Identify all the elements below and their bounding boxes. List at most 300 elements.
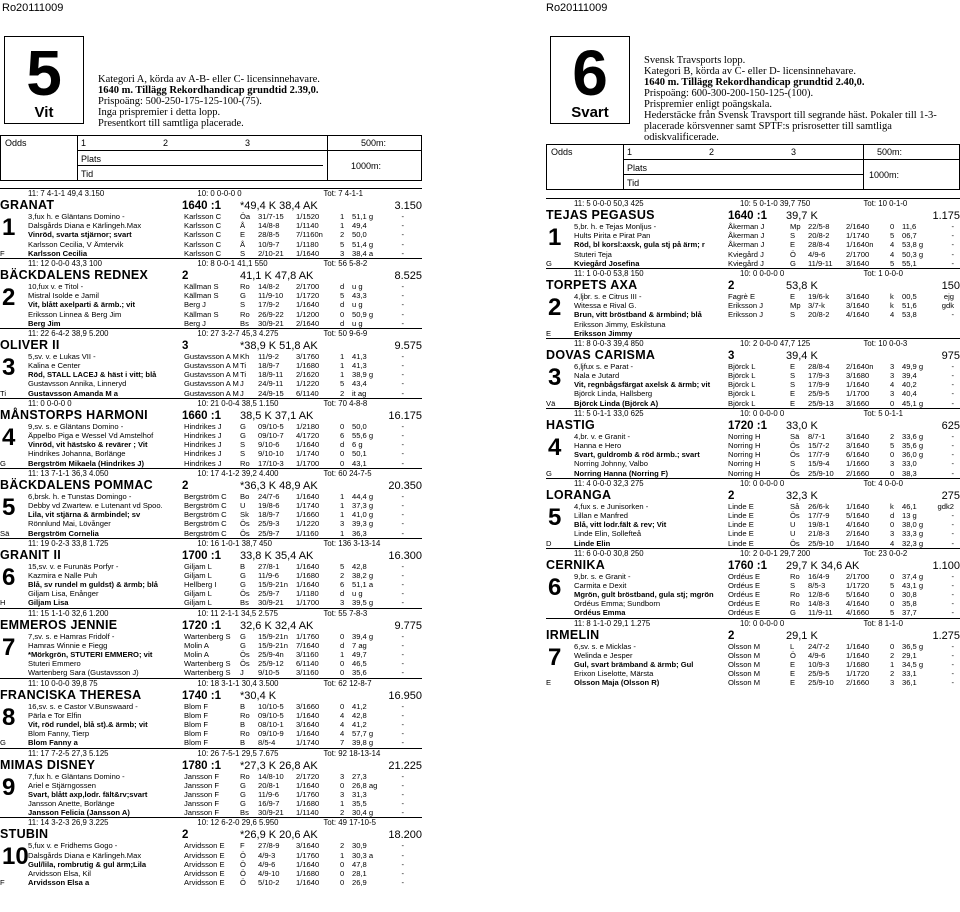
horse-distance: 1660 :1 [182, 409, 222, 422]
start-letter: E [546, 678, 552, 688]
horse-detail-cell: Björck Linda, Hallsberg [574, 389, 653, 399]
horse-detail-cell: Åkerman J [728, 222, 765, 231]
horse-detail-cell: Ös [790, 450, 800, 460]
race-info [644, 55, 960, 143]
horse-detail-cell: Norring H [728, 450, 761, 460]
horse-detail-cell: E [790, 361, 796, 371]
horse-detail-cell: G [790, 258, 796, 268]
place-2-label: 2 [709, 147, 715, 157]
start-letter: G [0, 458, 6, 468]
horse-detail-cell: 1/1520 [296, 212, 320, 221]
horse-detail-cell: G [240, 640, 246, 650]
horse-detail-cell: Arvidsson E [184, 869, 225, 878]
horse-detail-cell: 1/1720 [296, 291, 320, 301]
horse-distance: 3 [182, 339, 189, 352]
horse-detail-cell: Vit, blått axelparti & ärmb.; vit [28, 300, 136, 310]
horse-detail-cell: Nala e Jutard [574, 371, 620, 381]
horse-detail-cell: 2/1700 [846, 571, 870, 581]
horse-header [546, 629, 960, 642]
horse-detail-cell: Gul/lila, rombrutig & gul ärm;Lila [28, 859, 147, 869]
horse-stat: 10: 0 0-0-0 0 [739, 478, 785, 488]
start-number: 6 [2, 563, 16, 591]
horse-detail-cell: - [951, 529, 954, 539]
horse-detail-cell: - [951, 222, 954, 231]
horse-detail-cell: 36,0 g [902, 450, 924, 460]
horse-detail-row [0, 580, 422, 589]
horse-detail-cell: Hindrikes J [184, 458, 222, 468]
horse-detail-cell: 9/10-10 [258, 449, 284, 459]
race-number: 6 [572, 37, 608, 109]
horse-detail-cell: 1/1740 [296, 449, 320, 459]
horse-detail-cell [846, 320, 890, 329]
odds-label: Odds [551, 147, 573, 157]
horse-detail-cell: gdk [941, 301, 954, 311]
horse-entry [0, 258, 422, 328]
horse-distance: 1740 :1 [182, 689, 222, 702]
horse-detail-cell: 34,5 g [902, 660, 924, 669]
horse-detail-cell: - [401, 719, 404, 729]
horse-name: DOVAS CARISMA [546, 347, 656, 362]
odds-divider [77, 150, 421, 151]
start-letter: E [546, 328, 552, 338]
horse-detail-cell: Vit, regnbågsfärgat axelsk & ärmb; vit [574, 380, 711, 390]
horse-detail-row [0, 650, 422, 659]
horse-detail-cell: Björck L [728, 371, 756, 381]
horse-stat: 11: 0 0-0-0 0 [28, 398, 72, 408]
500m-label: 500m: [877, 147, 903, 157]
horse-detail-cell: 4/1720 [296, 431, 320, 440]
horse-detail-cell [890, 329, 902, 338]
horse-detail-cell: Wartenberg S [184, 659, 231, 669]
horse-detail-cell: Ariel e Stjärngossen [28, 780, 96, 790]
horse-detail-cell: S [790, 580, 796, 590]
horse-name: STUBIN [0, 827, 49, 842]
horse-detail-cell: 4/9-3 [258, 850, 276, 860]
horse-detail-cell: - [401, 710, 404, 720]
horse-detail-cell: 15/9-21n [258, 631, 288, 641]
horse-name: MIMAS DISNEY [0, 757, 96, 772]
horse-distance: 2 [728, 629, 735, 642]
horse-detail-cell: 1/1640 [296, 729, 320, 739]
horse-detail-cell: 1/1140 [296, 808, 319, 818]
horse-detail-cell: 8/5-4 [258, 738, 276, 748]
horse-prize: 9.575 [394, 339, 422, 352]
horse-detail-cell: Ordéus Emma; Sundborn [574, 599, 661, 609]
horse-detail-cell: Ordéus E [728, 590, 761, 600]
horse-record: *36,3 K 48,9 AK [240, 479, 318, 492]
horse-detail-cell: Sä [790, 431, 800, 441]
horse-detail-cell: 09/10-5 [258, 421, 284, 431]
horse-detail-cell: 0 [890, 590, 895, 600]
horse-detail-cell: 29,1 [902, 650, 917, 660]
horse-detail-cell: Jansson F [184, 789, 220, 799]
race-info-line: Svensk Travsports lopp. [644, 55, 746, 66]
horse-detail-cell: G [240, 631, 246, 641]
horse-detail-row [0, 841, 422, 850]
horse-detail-cell: Blom Fanny, Tierp [28, 729, 90, 739]
horse-detail-cell: Bergström C [184, 519, 227, 529]
horse-detail-cell: - [951, 231, 954, 241]
horse-detail-cell: Gustavsson Annika, Linneryd [28, 379, 127, 389]
start-letter: Vä [546, 398, 556, 408]
horse-detail-cell: - [951, 669, 954, 679]
start-number: 2 [548, 293, 562, 321]
odds-label: Odds [5, 138, 27, 148]
horse-detail-cell: 16,sv. s. e Castor V.Bunswaard - [28, 701, 138, 711]
horse-detail-cell: 11/9-6 [258, 789, 279, 799]
horse-detail-cell: k [890, 291, 894, 301]
start-number: 3 [2, 353, 16, 381]
horse-detail-cell: E [240, 230, 246, 240]
horse-detail-cell: - [401, 379, 404, 389]
horse-stat: Tot: 10 0-0-3 [863, 338, 908, 348]
horse-detail-row [546, 660, 960, 669]
start-number: 3 [548, 363, 562, 391]
horse-distance: 3 [728, 349, 735, 362]
horse-detail-cell: Karlsson C [184, 230, 222, 240]
horse-detail-cell: G [790, 608, 796, 618]
horse-detail-cell: 6/1640 [846, 450, 870, 460]
horse-detail-row [0, 310, 422, 319]
horse-detail-cell: E [790, 678, 796, 688]
horse-stat: 11: 10 0-0-0 39,8 75 [28, 678, 98, 688]
horse-detail-row [0, 389, 422, 398]
horse-detail-cell: 27,3 [352, 771, 367, 781]
horse-detail-cell: 1/1640 [846, 650, 870, 660]
horse-detail-row [546, 389, 960, 398]
odds-divider [623, 145, 624, 189]
horse-detail-cell: 26/6-k [808, 501, 830, 511]
horse-detail-cell: 1/1680 [296, 799, 320, 809]
horse-detail-cell: Kh [240, 351, 250, 361]
horse-detail-cell: Kviegård Josefina [574, 258, 640, 268]
horse-detail-cell: 2/1700 [846, 249, 870, 259]
horse-stats [546, 548, 960, 559]
horse-detail-cell: 13 g [902, 510, 917, 520]
race-info-line: Prispoäng: 600-300-200-150-125-(100). [644, 88, 814, 99]
horse-detail-cell: Ös [240, 589, 250, 599]
horse-detail-row [0, 282, 422, 291]
horse-detail-cell: 2/1640 [846, 222, 870, 231]
horse-detail-cell: 30,8 [902, 590, 917, 600]
horse-detail-cell: 49,9 g [902, 361, 924, 371]
horse-detail-cell: Arvidsson E [184, 859, 225, 869]
horse-detail-cell: d [340, 589, 345, 599]
horse-detail-cell: 4 [890, 380, 895, 390]
start-number: 1 [2, 214, 16, 241]
horse-detail-cell: - [951, 599, 954, 609]
horse-detail-row [546, 250, 960, 259]
horse-detail-cell: 6 [340, 580, 345, 590]
horse-stats [0, 748, 422, 759]
horse-detail-cell: u g [352, 300, 363, 310]
horse-detail-cell: Arvidsson Elsa, Kil [28, 869, 91, 878]
horse-detail-row [0, 851, 422, 860]
tid-label: Tid [627, 178, 640, 188]
horse-detail-cell: Linde E [728, 510, 754, 520]
horse-detail-cell: - [401, 309, 404, 319]
horse-detail-cell: 2/1660 [846, 678, 870, 688]
horse-header [0, 269, 422, 282]
horse-detail-cell: Hamras Winnie e Fiegg [28, 640, 108, 650]
horse-detail-cell: Källman S [184, 291, 219, 301]
horse-detail-cell: 1/1640 [296, 300, 320, 310]
odds-box [546, 144, 960, 190]
horse-detail-cell: Blom F [184, 729, 209, 739]
horse-detail-cell: 11/9-11 [808, 608, 833, 618]
horse-detail-cell: 1/1680 [846, 660, 870, 669]
horse-detail-row [0, 659, 422, 668]
horse-prize: 3.150 [394, 200, 422, 212]
horse-detail-cell: Ordéus E [728, 571, 761, 581]
horse-detail-cell: 39,3 g [352, 519, 374, 529]
horse-detail-cell: 3 [340, 248, 345, 258]
horse-detail-cell: - [401, 789, 404, 799]
horse-detail-cell: 49,4 [352, 221, 367, 231]
horse-stat: 10: 0 0-0-0 0 [739, 408, 785, 418]
horse-detail-cell: Giljam Lisa, Enånger [28, 589, 99, 599]
horse-detail-cell: Blom F [184, 738, 209, 748]
horse-detail-cell: 09/10-7 [258, 431, 284, 440]
horse-detail-cell: 44,4 g [352, 491, 374, 501]
start-number: 6 [548, 573, 562, 601]
horse-detail-cell: - [401, 510, 404, 520]
horse-detail-cell: S [790, 371, 796, 381]
horse-detail-cell: 4 [340, 719, 345, 729]
race-info-line: Prispoäng: 500-250-175-125-100-(75). [98, 96, 262, 107]
horse-detail-cell: Jansson Anette, Borlänge [28, 799, 115, 809]
horse-detail-cell: Hindrikes J [184, 421, 222, 431]
horse-detail-cell: 30,9 [352, 841, 367, 851]
horse-detail-cell: 2 [890, 431, 895, 441]
race-name: Vit [34, 104, 54, 121]
horse-detail-cell: - [951, 510, 954, 520]
horse-detail-cell: 1 [890, 660, 895, 669]
horse-detail-cell: E [790, 240, 796, 250]
start-number: 5 [2, 493, 16, 521]
horse-detail-cell: 4 [890, 240, 895, 250]
horse-name: HASTIG [546, 417, 596, 432]
horse-detail-cell: Björck L [728, 398, 756, 408]
horse-detail-row [546, 469, 960, 478]
horse-detail-cell: Mgrön, gult bröstband, gula stj; mgrön [574, 590, 714, 600]
horse-detail-cell: - [401, 859, 404, 869]
horse-stat: 10: 12 6-2-0 29,6 5.950 [197, 818, 279, 828]
horse-detail-cell: 2 [340, 570, 345, 580]
horse-name: CERNIKA [546, 557, 606, 572]
horse-header [0, 409, 422, 422]
horse-detail-cell: 36,5 g [902, 641, 924, 651]
horse-detail-cell: Bs [240, 598, 249, 608]
horse-detail-cell: 1/1180 [296, 589, 319, 599]
start-number: 7 [2, 633, 16, 661]
horse-detail-cell: Karlsson C [184, 239, 222, 249]
start-number: 1 [548, 224, 562, 251]
horse-detail-cell: Olsson M [728, 641, 761, 651]
horse-detail-cell: 5 [890, 231, 895, 241]
horse-detail-cell: 2/1700 [296, 281, 320, 291]
horse-detail-cell: Ös [790, 468, 800, 478]
horse-detail-row [0, 790, 422, 799]
horse-detail-cell: - [401, 631, 404, 641]
horse-detail-cell: Ös [790, 441, 800, 450]
horse-detail-cell: - [401, 281, 404, 291]
horse-detail-cell: - [401, 361, 404, 371]
horse-detail-cell: 25/9-10 [808, 468, 834, 478]
horse-detail-cell: 0 [340, 780, 345, 790]
horse-detail-cell: Svart, guldromb & röd ärmb.; svart [574, 450, 700, 460]
horse-detail-cell: Kalina e Center [28, 361, 81, 371]
horse-detail-cell: 1/1640 [846, 380, 870, 390]
horse-entry [546, 338, 960, 408]
horse-detail-cell: 3,fux h. e Gläntans Domino - [28, 212, 125, 221]
horse-detail-cell: Blom F [184, 701, 209, 711]
horse-detail-cell: 1/1640 [296, 491, 320, 501]
horse-detail-cell: - [951, 459, 954, 469]
horse-detail-cell: 35,6 g [902, 441, 924, 450]
horse-detail-cell: Norring H [728, 431, 761, 441]
horse-detail-cell: Gustavsson A M [184, 370, 239, 380]
horse-detail-cell: 6 g [352, 440, 363, 450]
horse-detail-cell: 31/7-15 [258, 212, 284, 221]
horse-detail-cell: - [951, 660, 954, 669]
horse-detail-cell: - [401, 808, 404, 818]
horse-detail-cell: 3/1160 [296, 650, 319, 659]
horse-stats [0, 608, 422, 619]
horse-detail-cell [728, 320, 790, 329]
horse-detail-cell: 38,0 g [902, 520, 924, 530]
horse-entry [546, 618, 960, 688]
horse-detail-cell: 2/1720 [296, 771, 320, 781]
horse-stat: 10: 0 0-0-0 0 [197, 189, 242, 198]
horse-detail-cell: Ro [790, 571, 800, 581]
horse-detail-row [546, 240, 960, 249]
horse-detail-cell: 2/1640 [846, 529, 870, 539]
horse-detail-row [0, 772, 422, 781]
horse-detail-cell: 5 [890, 580, 895, 590]
horse-detail-cell: 1/1680 [296, 869, 320, 878]
horse-detail-cell: 41,0 g [352, 510, 374, 520]
horse-detail-cell: Hults Pirita e Pirat Pan [574, 231, 651, 241]
horse-detail-cell: - [401, 850, 404, 860]
horse-detail-cell: 09/10-9 [258, 729, 284, 739]
horse-detail-cell: 8/7-1 [808, 431, 826, 441]
horse-detail-cell: Bergström C [184, 491, 227, 501]
horse-detail-cell: 5/1640 [846, 590, 870, 600]
odds-box [0, 135, 422, 181]
horse-detail-cell: 25/9-13 [808, 398, 834, 408]
horse-detail-cell: 1/1720 [846, 669, 870, 679]
horse-detail-cell: G [240, 780, 246, 790]
horse-detail-row [0, 221, 422, 230]
horse-record: 29,1 K [786, 629, 818, 642]
horse-stat: 11: 15 1-1-0 32,6 1.200 [28, 608, 109, 618]
horse-detail-cell: Jansson F [184, 799, 220, 809]
horse-detail-cell: - [401, 869, 404, 878]
horse-entry [546, 198, 960, 268]
horse-detail-cell: 1/1640 [846, 538, 870, 548]
horse-detail-row [0, 711, 422, 720]
horse-detail-cell: Stuteri Teja [574, 249, 612, 259]
plats-label: Plats [81, 154, 102, 164]
row-spacer [546, 608, 574, 617]
horse-detail-cell: Bergström C [184, 528, 227, 538]
horse-detail-row [0, 501, 422, 510]
race-info [98, 74, 320, 129]
horse-detail-cell: 1/1660 [846, 459, 870, 469]
horse-detail-row [546, 399, 960, 408]
horse-detail-row [0, 361, 422, 370]
horse-detail-cell: 3/1640 [296, 841, 320, 851]
page-id-right: Ro20111009 [546, 2, 608, 14]
horse-detail-cell: 1/1640 [296, 878, 320, 888]
horse-stat: 11: 17 7-2-5 27,3 5.125 [28, 748, 109, 758]
horse-detail-row [546, 362, 960, 371]
horse-record: 33,8 K 35,4 AK [240, 549, 314, 562]
horse-detail-row [546, 642, 960, 651]
horse-detail-row [546, 292, 960, 301]
horse-detail-cell: Olsson M [728, 669, 761, 679]
horse-detail-cell: 26,9 [352, 878, 367, 888]
horse-detail-cell: 25/9-12 [258, 659, 284, 669]
horse-prize: 625 [941, 419, 960, 432]
horse-stat: 11: 5 0-0-0 50,3 425 [574, 199, 644, 208]
horse-detail-cell: Jansson F [184, 780, 220, 790]
horse-detail-cell: 1/1640n [846, 240, 874, 250]
horse-detail-cell: Erixon Liselotte, Märsta [574, 669, 654, 679]
horse-detail-cell: Brun, vitt bröstband & ärmbind; blå [574, 310, 702, 320]
row-spacer [0, 668, 28, 677]
horse-detail-cell: 1 [340, 361, 345, 371]
horse-detail-cell: 4 [340, 729, 345, 739]
horse-detail-cell: 1/1220 [296, 379, 320, 389]
horse-detail-cell: 5 [340, 239, 345, 249]
horse-detail-cell: S [240, 440, 246, 450]
horse-detail-cell: Ro [790, 599, 800, 609]
horse-name: GRANIT II [0, 547, 62, 562]
horse-detail-cell: 1 [340, 500, 345, 510]
horse-detail-cell: Eriksson Jimmy [574, 328, 633, 338]
horse-detail-cell: 38,3 [902, 468, 917, 478]
horse-detail-cell: 15/9-21n [258, 580, 288, 590]
race-number-box [550, 36, 630, 124]
race-info-line: Inga prispremier i detta lopp. [98, 107, 221, 118]
horse-detail-cell: J [240, 379, 244, 389]
horse-stat: 11: 12 0-0-0 43,3 100 [28, 258, 102, 268]
horse-detail-cell: 11/9-6 [258, 570, 279, 580]
start-letter: G [546, 468, 552, 478]
horse-detail-cell: Åkerman J [728, 231, 765, 241]
horse-detail-row [546, 529, 960, 538]
horse-detail-cell: 3/1640 [296, 719, 320, 729]
race-number: 5 [26, 37, 62, 109]
horse-detail-cell: G [240, 580, 246, 590]
horse-prize: 8.525 [394, 269, 422, 282]
horse-detail-cell: k [890, 501, 894, 511]
horse-detail-row [546, 669, 960, 678]
horse-detail-cell: 5,fux v. e Fridhems Gogo - [28, 841, 118, 851]
horse-detail-cell: 39,4 g [352, 631, 374, 641]
horse-distance: 1720 :1 [182, 619, 222, 632]
horse-detail-row [0, 799, 422, 808]
horse-detail-cell: 3 [890, 459, 895, 469]
horse-detail-row [0, 589, 422, 598]
500m-label: 500m: [361, 138, 387, 148]
place-1-label: 1 [627, 147, 633, 157]
horse-detail-cell: 6,sv. s. e Micklas - [574, 641, 636, 651]
horse-detail-cell: 15/9-4 [808, 459, 830, 469]
1000m-label: 1000m: [869, 170, 900, 180]
